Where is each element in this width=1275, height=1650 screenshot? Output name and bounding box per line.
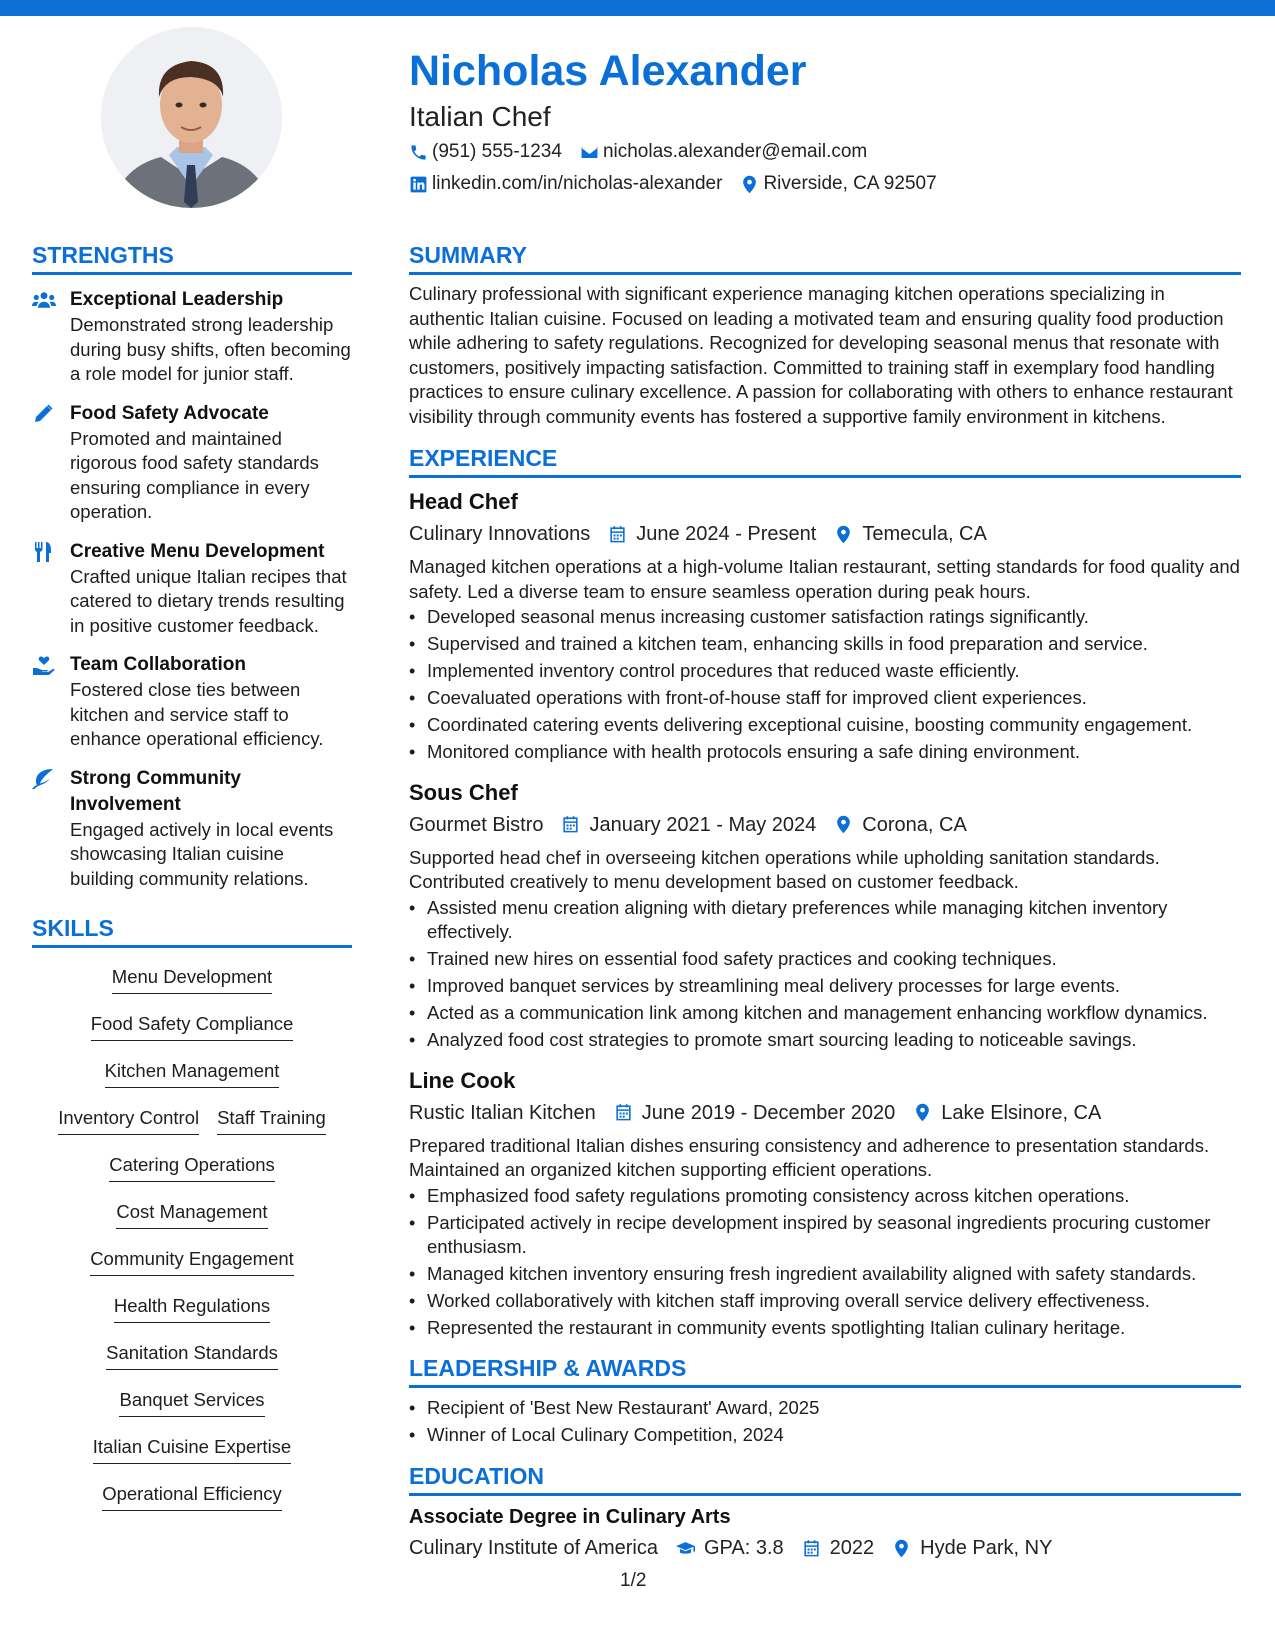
- skills-heading: SKILLS: [32, 913, 352, 948]
- calendar-icon: [608, 525, 627, 544]
- email-contact[interactable]: [580, 137, 867, 167]
- education-heading: EDUCATION: [409, 1461, 1241, 1496]
- candidate-name: Nicholas Alexander: [409, 47, 807, 95]
- job-meta: [409, 810, 1241, 840]
- list-item: • Participated actively in recipe development inspired by seasonal ingredients procuring customer enthusiasm.: [409, 1211, 1241, 1260]
- strength-title: Food Safety Advocate: [70, 402, 269, 424]
- top-accent-bar: [0, 0, 1275, 16]
- list-item: • Implemented inventory control procedures that reduced waste efficiently.: [409, 659, 1241, 684]
- list-item: • Represented the restaurant in community events spotlighting Italian culinary heritage.: [409, 1316, 1241, 1341]
- email-text: nicholas.alexander@email.com: [602, 141, 868, 162]
- list-item: • Improved banquet services by streamlining meal delivery processes for large events.: [409, 974, 1241, 999]
- skill-tag: Food Safety Compliance: [91, 1011, 294, 1041]
- job-location: Temecula, CA: [862, 523, 987, 545]
- strength-item: [32, 539, 352, 639]
- strength-item: [32, 401, 352, 525]
- envelope-icon: [580, 143, 599, 162]
- users-icon: [32, 290, 56, 310]
- strength-desc: Crafted unique Italian recipes that catered to dietary trends resulting in positive customer feedback.: [70, 565, 347, 636]
- left-column: [32, 240, 352, 1522]
- experience-heading: EXPERIENCE: [409, 443, 1241, 478]
- map-pin-icon: [740, 175, 759, 194]
- map-pin-icon: [892, 1539, 911, 1558]
- right-column: [409, 240, 1241, 1563]
- phone-icon: [409, 143, 428, 162]
- map-pin-icon: [834, 815, 853, 834]
- job-description: Supported head chef in overseeing kitchen operations while upholding sanitation standards. Contributed creatively to menu development based on customer feedback.: [409, 846, 1160, 892]
- strength-item: [32, 652, 352, 752]
- map-pin-icon: [834, 525, 853, 544]
- strength-desc: Promoted and maintained rigorous food safety standards ensuring compliance in every operation.: [70, 427, 319, 522]
- summary-heading: SUMMARY: [409, 240, 1241, 275]
- job-bullets: [409, 896, 1241, 1053]
- graduation-cap-icon: [676, 1539, 695, 1558]
- strength-title: Creative Menu Development: [70, 540, 325, 562]
- list-item: • Emphasized food safety regulations promoting consistency across kitchen operations.: [409, 1184, 1241, 1209]
- page-number: 1/2: [620, 1570, 647, 1591]
- list-item: • Analyzed food cost strategies to promote smart sourcing leading to noticeable savings.: [409, 1028, 1241, 1053]
- list-item: • Managed kitchen inventory ensuring fresh ingredient availability aligned with safety standards.: [409, 1262, 1241, 1287]
- job-title: Head Chef: [409, 489, 518, 514]
- strengths-list: [32, 287, 352, 891]
- job-meta: [409, 519, 1241, 549]
- list-item: • Worked collaboratively with kitchen staff improving overall service delivery effectiveness.: [409, 1289, 1241, 1314]
- awards-heading: LEADERSHIP & AWARDS: [409, 1353, 1241, 1388]
- job-bullets: [409, 1184, 1241, 1341]
- list-item: • Acted as a communication link among kitchen and management enhancing workflow dynamics.: [409, 1001, 1241, 1026]
- school-name: Culinary Institute of America: [409, 1537, 658, 1559]
- strengths-heading: STRENGTHS: [32, 240, 352, 275]
- linkedin-icon: [409, 175, 428, 194]
- linkedin-contact[interactable]: [409, 169, 722, 199]
- pencil-icon: [32, 404, 56, 424]
- skill-tag: Community Engagement: [90, 1246, 294, 1276]
- skills-list: [32, 958, 352, 1522]
- skill-tag: Health Regulations: [114, 1293, 270, 1323]
- resume-header: [409, 44, 1229, 199]
- skill-tag: Italian Cuisine Expertise: [93, 1434, 291, 1464]
- gpa-text: GPA: 3.8: [704, 1537, 784, 1559]
- job-location: Corona, CA: [862, 813, 967, 836]
- strength-desc: Fostered close ties between kitchen and service staff to enhance operational efficiency.: [70, 679, 324, 749]
- skill-tag: Cost Management: [116, 1199, 267, 1229]
- skill-tag: Operational Efficiency: [102, 1481, 282, 1511]
- job-dates: January 2021 - May 2024: [589, 813, 817, 836]
- leaf-icon: [32, 769, 56, 789]
- map-pin-icon: [913, 1103, 932, 1122]
- job-description: Managed kitchen operations at a high-volume Italian restaurant, setting standards for food quality and safety. Led a diverse team to ensure seamless operation during peak hours.: [409, 556, 1240, 602]
- job-title: Line Cook: [409, 1067, 516, 1093]
- contact-row-1: [409, 137, 1229, 167]
- skill-tag: Staff Training: [217, 1105, 326, 1135]
- strength-desc: Demonstrated strong leadership during busy shifts, often becoming a role model for junior staff.: [70, 314, 351, 384]
- job-company: Gourmet Bistro: [409, 813, 544, 836]
- degree-title: Associate Degree in Culinary Arts: [409, 1506, 731, 1528]
- calendar-icon: [802, 1539, 821, 1558]
- list-item: • Coordinated catering events delivering exceptional cuisine, boosting community engagement.: [409, 713, 1241, 738]
- phone-contact[interactable]: [409, 137, 562, 167]
- job-company: Culinary Innovations: [409, 523, 591, 545]
- list-item: • Monitored compliance with health protocols ensuring a safe dining environment.: [409, 740, 1241, 765]
- strength-item: [32, 766, 352, 892]
- list-item: • Trained new hires on essential food safety practices and cooking techniques.: [409, 947, 1241, 972]
- calendar-icon: [561, 815, 580, 834]
- location-text: Riverside, CA 92507: [763, 173, 937, 194]
- job-entry: [409, 486, 1241, 765]
- phone-text: (951) 555-1234: [432, 141, 562, 162]
- list-item: • Supervised and trained a kitchen team, enhancing skills in food preparation and service.: [409, 632, 1241, 657]
- candidate-title: Italian Chef: [409, 101, 551, 132]
- education-meta: [409, 1533, 1241, 1563]
- skill-tag: Sanitation Standards: [106, 1340, 278, 1370]
- skill-tag: Banquet Services: [119, 1387, 264, 1417]
- strength-desc: Engaged actively in local events showcasing Italian cuisine building community relations.: [70, 818, 334, 889]
- skill-tag: Menu Development: [112, 964, 272, 994]
- job-meta: [409, 1098, 1241, 1128]
- utensils-icon: [32, 542, 56, 562]
- summary-text: Culinary professional with significant experience managing kitchen operations specializing in authentic Italian cuisine. Focused on leading a motivated team and ensuring quality food production while adhering to safety regulations. Recognized for developing seasonal menus that resonate with customers, positively impacting satisfaction. Committed to training staff in exemplary food handling practices to ensure culinary excellence. A passion for collaborating with others to enhance restaurant visibility through community events has fostered a supportive family environment in kitchens.: [409, 283, 1233, 427]
- hand-holding-heart-icon: [32, 655, 56, 675]
- calendar-icon: [614, 1103, 633, 1122]
- job-bullets: [409, 605, 1241, 765]
- list-item: • Winner of Local Culinary Competition, 2024: [409, 1423, 1241, 1448]
- job-entry: [409, 1065, 1241, 1341]
- skill-tag: Catering Operations: [109, 1152, 275, 1182]
- job-location: Lake Elsinore, CA: [941, 1101, 1102, 1124]
- skill-tag: Inventory Control: [58, 1105, 199, 1135]
- job-title: Sous Chef: [409, 779, 518, 805]
- skill-tag: Kitchen Management: [105, 1058, 280, 1088]
- strength-title: Team Collaboration: [70, 654, 246, 675]
- job-dates: June 2024 - Present: [636, 523, 817, 545]
- school-location: Hyde Park, NY: [920, 1537, 1053, 1559]
- awards-list: [409, 1396, 1241, 1448]
- location-contact: [740, 169, 936, 199]
- strength-title: Strong Community Involvement: [70, 767, 241, 815]
- linkedin-text: linkedin.com/in/nicholas-alexander: [432, 173, 723, 194]
- job-company: Rustic Italian Kitchen: [409, 1101, 596, 1124]
- strength-title: Exceptional Leadership: [70, 289, 284, 310]
- list-item: • Coevaluated operations with front-of-house staff for improved client experiences.: [409, 686, 1241, 711]
- job-entry: [409, 777, 1241, 1053]
- job-description: Prepared traditional Italian dishes ensuring consistency and adherence to presentation standards. Maintained an organized kitchen supporting efficient operations.: [409, 1134, 1210, 1180]
- profile-photo: [101, 27, 282, 208]
- job-dates: June 2019 - December 2020: [641, 1101, 896, 1124]
- graduation-year: 2022: [829, 1537, 875, 1559]
- list-item: • Assisted menu creation aligning with dietary preferences while managing kitchen inventory effectively.: [409, 896, 1241, 945]
- list-item: • Recipient of 'Best New Restaurant' Award, 2025: [409, 1396, 1241, 1421]
- strength-item: [32, 287, 352, 387]
- contact-row-2: [409, 169, 1229, 199]
- list-item: • Developed seasonal menus increasing customer satisfaction ratings significantly.: [409, 605, 1241, 630]
